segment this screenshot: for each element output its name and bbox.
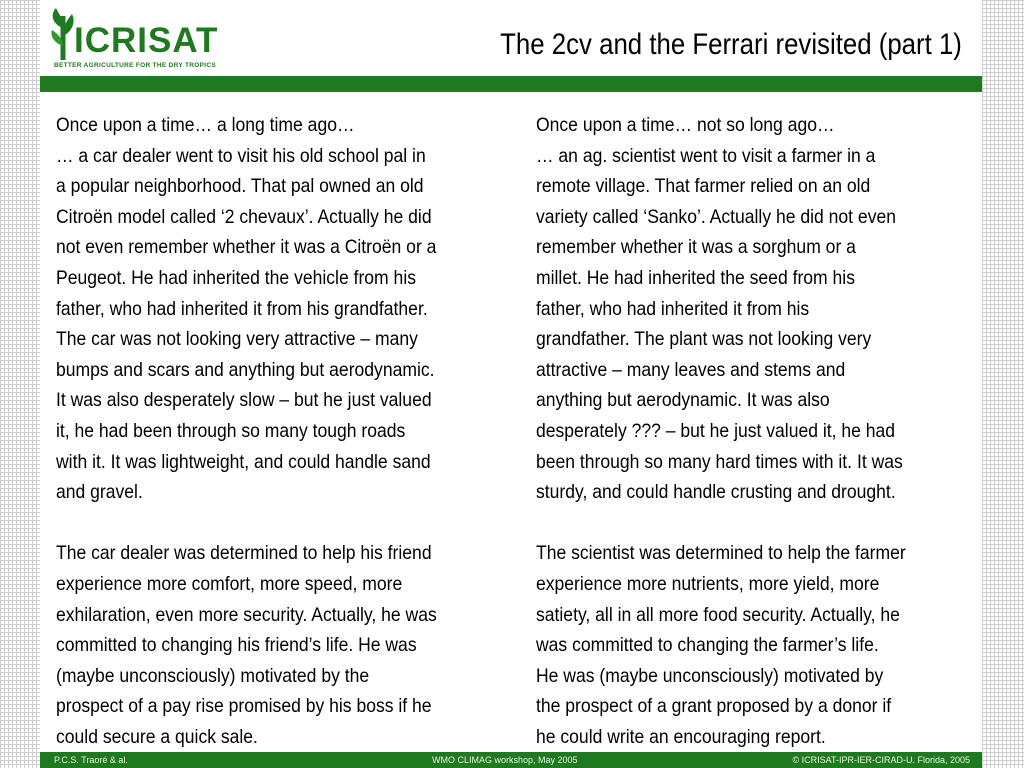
logo-tagline: BETTER AGRICULTURE FOR THE DRY TROPICS [54, 62, 216, 69]
text-line: … an ag. scientist went to visit a farmer in a [536, 144, 876, 167]
text-line: grandfather. The plant was not looking very [536, 328, 872, 351]
text-line: attractive – many leaves and stems and [536, 358, 846, 381]
text-line: Once upon a time… not so long ago… [536, 114, 835, 136]
text-line: with it. It was lightweight, and could handle sand [56, 450, 431, 473]
text-line: It was also desperately slow – but he just valued [56, 389, 432, 412]
footer-copyright: © ICRISAT-IPR-IER-CIRAD-U. Florida, 2005 [792, 755, 970, 765]
text-line: the prospect of a grant proposed by a donor if [536, 695, 892, 718]
right-paragraph-1 [536, 110, 997, 508]
text-line: exhilaration, even more security. Actually, he was [56, 603, 437, 626]
title-divider-bar [40, 76, 982, 92]
paragraph-gap [56, 508, 515, 539]
text-line: anything but aerodynamic. It was also [536, 389, 830, 412]
footer-bar [40, 752, 982, 768]
text-line: satiety, all in all more food security. Actually, he [536, 603, 900, 626]
text-line: experience more nutrients, more yield, more [536, 572, 880, 595]
text-line: father, who had inherited it from his grandfather. [56, 297, 428, 320]
text-line: been through so many hard times with it. It was [536, 450, 903, 473]
text-line: (maybe unconsciously) motivated by the [56, 664, 370, 687]
text-line: committed to changing his friend’s life. He was [56, 634, 417, 657]
text-line: The scientist was determined to help the farmer [536, 542, 906, 565]
left-paragraph-2 [56, 538, 515, 752]
text-line: prospect of a pay rise promised by his boss if he [56, 695, 432, 718]
slide-title: The 2cv and the Ferrari revisited (part 1) [500, 28, 962, 61]
right-paragraph-2 [536, 538, 997, 752]
slide [40, 0, 982, 768]
right-column [536, 110, 997, 752]
text-line: father, who had inherited it from his [536, 297, 810, 320]
logo-wordmark: ICRISAT [74, 21, 219, 60]
text-line: desperately ??? – but he just valued it, he had [536, 419, 896, 442]
text-line: Once upon a time… a long time ago… [56, 114, 355, 136]
text-line: was committed to changing the farmer’s life. [536, 634, 879, 657]
text-line: he could write an encouraging report. [536, 725, 826, 748]
text-line: The car was not looking very attractive – many [56, 328, 418, 351]
text-line: a popular neighborhood. That pal owned an old [56, 175, 424, 198]
text-line: experience more comfort, more speed, more [56, 572, 403, 595]
text-line: … a car dealer went to visit his old school pal in [56, 144, 426, 167]
text-line: Peugeot. He had inherited the vehicle from his [56, 266, 416, 289]
text-line: He was (maybe unconsciously) motivated by [536, 664, 884, 687]
text-line: Citroën model called ‘2 chevaux’. Actually he did [56, 205, 432, 228]
text-line: not even remember whether it was a Citroën or a [56, 236, 437, 259]
text-line: The car dealer was determined to help his friend [56, 542, 432, 565]
text-line: millet. He had inherited the seed from his [536, 266, 855, 289]
paragraph-gap [536, 508, 997, 539]
left-paragraph-1 [56, 110, 515, 508]
icrisat-logo [46, 4, 236, 72]
text-line: could secure a quick sale. [56, 725, 258, 748]
footer-event: WMO CLIMAG workshop, May 2005 [432, 755, 578, 765]
left-grid-border [0, 0, 42, 768]
text-line: remember whether it was a sorghum or a [536, 236, 856, 259]
text-line: it, he had been through so many tough roads [56, 419, 406, 442]
text-line: bumps and scars and anything but aerodynamic. [56, 358, 435, 381]
text-line: variety called ‘Sanko’. Actually he did not even [536, 205, 896, 228]
text-line: remote village. That farmer relied on an old [536, 175, 871, 198]
text-line: and gravel. [56, 481, 143, 504]
text-line: sturdy, and could handle crusting and drought. [536, 481, 896, 504]
footer-authors: P.C.S. Traoré & al. [54, 755, 128, 765]
left-column [56, 110, 515, 752]
